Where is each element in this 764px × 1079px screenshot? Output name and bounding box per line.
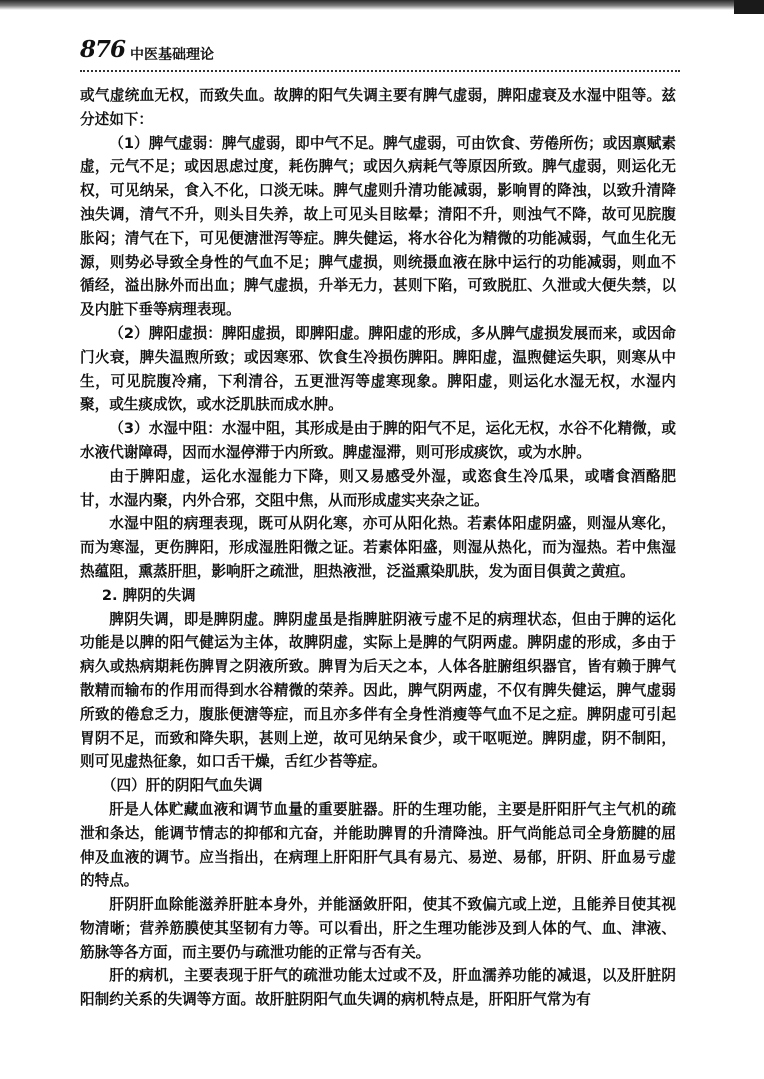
book-title: 中医基础理论 (130, 47, 214, 63)
section-heading: 2. 脾阴的失调 (101, 586, 196, 604)
paragraph: 由于脾阳虚，运化水湿能力下降，则又易感受外湿，或恣食生冷瓜果，或嗜食酒酪肥甘，水湿内聚，内外合邪，交阻中焦，从而形成虚实夹杂之证。 (80, 467, 676, 509)
section-heading: （四）肝的阴阳气血失调 (101, 777, 263, 795)
paragraph: （3）水湿中阻：水湿中阻，其形成是由于脾的阳气不足，运化无权，水谷不化精微，或水液代谢障碍，因而水湿停滞于内所致。脾虚湿滞，则可形成痰饮，或为水肿。 (80, 420, 676, 461)
paragraph: 或气虚统血无权，而致失血。故脾的阳气失调主要有脾气虚弱，脾阳虚衰及水湿中阻等。兹分述如下： (80, 87, 676, 128)
scan-top-edge (0, 0, 764, 10)
paragraph: （1）脾气虚弱：脾气虚弱，即中气不足。脾气虚弱，可由饮食、劳倦所伤；或因禀赋素虚，元气不足；或因思虑过度，耗伤脾气；或因久病耗气等原因所致。脾气虚弱，则运化无权，可见纳呆，食入不化，口淡无味。脾气虚则升清功能减弱，影响胃的降浊，以致升清降浊失调，清气不升，则头目失养，故上可见头目眩晕；清阳不升，则浊气不降，故可见脘腹胀闷；清气在下，可见便溏泄泻等症。脾失健运，将水谷化为精微的功能减弱，气血生化无源，则势必导致全身性的气血不足；脾气虚损，则统摄血液在脉中运行的功能减弱，则血不循经，溢出脉外而出血；脾气虚损，升举无力，甚则下陷，可致脱肛、久泄或大便失禁，以及内脏下垂等病理表现。 (80, 134, 676, 319)
page-body (80, 84, 676, 1012)
paragraph: 水湿中阻的病理表现，既可从阴化寒，亦可从阳化热。若素体阳虚阴盛，则湿从寒化，而为寒湿，更伤脾阳，形成湿胜阳微之证。若素体阳盛，则湿从热化，而为湿热。若中焦湿热蕴阻，熏蒸肝胆，影响肝之疏泄，胆热液泄，泛溢熏染肌肤，发为面目俱黄之黄疸。 (80, 515, 676, 580)
page-header (80, 34, 680, 72)
paragraph: 肝的病机，主要表现于肝气的疏泄功能太过或不及，肝血濡养功能的减退，以及肝脏阴阳制约关系的失调等方面。故肝脏阴阳气血失调的病机特点是，肝阳肝气常为有 (80, 967, 676, 1009)
paragraph: 肝阴肝血除能滋养肝脏本身外，并能涵敛肝阳，使其不致偏亢或上逆，且能养目使其视物清晰；营养筋膜使其坚韧有力等。可以看出，肝之生理功能涉及到人体的气、血、津液、筋脉等各方面，而主要仍与疏泄功能的正常与否有关。 (80, 896, 676, 961)
page-number: 876 (80, 36, 126, 63)
scan-corner-shadow (734, 0, 764, 14)
paragraph: 脾阴失调，即是脾阴虚。脾阴虚虽是指脾脏阴液亏虚不足的病理状态，但由于脾的运化功能是以脾的阳气健运为主体，故脾阴虚，实际上是脾的气阴两虚。脾阴虚的形成，多由于病久或热病期耗伤脾胃之阴液所致。脾胃为后天之本，人体各脏腑组织器官，皆有赖于脾气散精而输布的作用而得到水谷精微的荣养。因此，脾气阴两虚，不仅有脾失健运，脾气虚弱所致的倦怠乏力，腹胀便溏等症，而且亦多伴有全身性消瘦等气血不足之症。脾阴虚可引起胃阴不足，而致和降失职，甚则上逆，故可见纳呆食少，或干呕呃逆。脾阴虚，阴不制阳，则可见虚热征象，如口舌干燥，舌红少苔等症。 (80, 610, 676, 771)
paragraph: 肝是人体贮藏血液和调节血量的重要脏器。肝的生理功能，主要是肝阳肝气主气机的疏泄和条达，能调节情志的抑郁和亢奋，并能助脾胃的升清降浊。肝气尚能总司全身筋腱的屈伸及血液的调节。应当指出，在病理上肝阳肝气具有易亢、易逆、易郁，肝阴、肝血易亏虚的特点。 (80, 800, 676, 890)
paragraph: （2）脾阳虚损：脾阳虚损，即脾阳虚。脾阳虚的形成，多从脾气虚损发展而来，或因命门火衰，脾失温煦所致；或因寒邪、饮食生冷损伤脾阳。脾阳虚，温煦健运失职，则寒从中生，可见脘腹冷痛，下利清谷，五更泄泻等虚寒现象。脾阳虚，则运化水湿无权，水湿内聚，或生痰成饮，或水泛肌肤而成水肿。 (80, 324, 676, 414)
